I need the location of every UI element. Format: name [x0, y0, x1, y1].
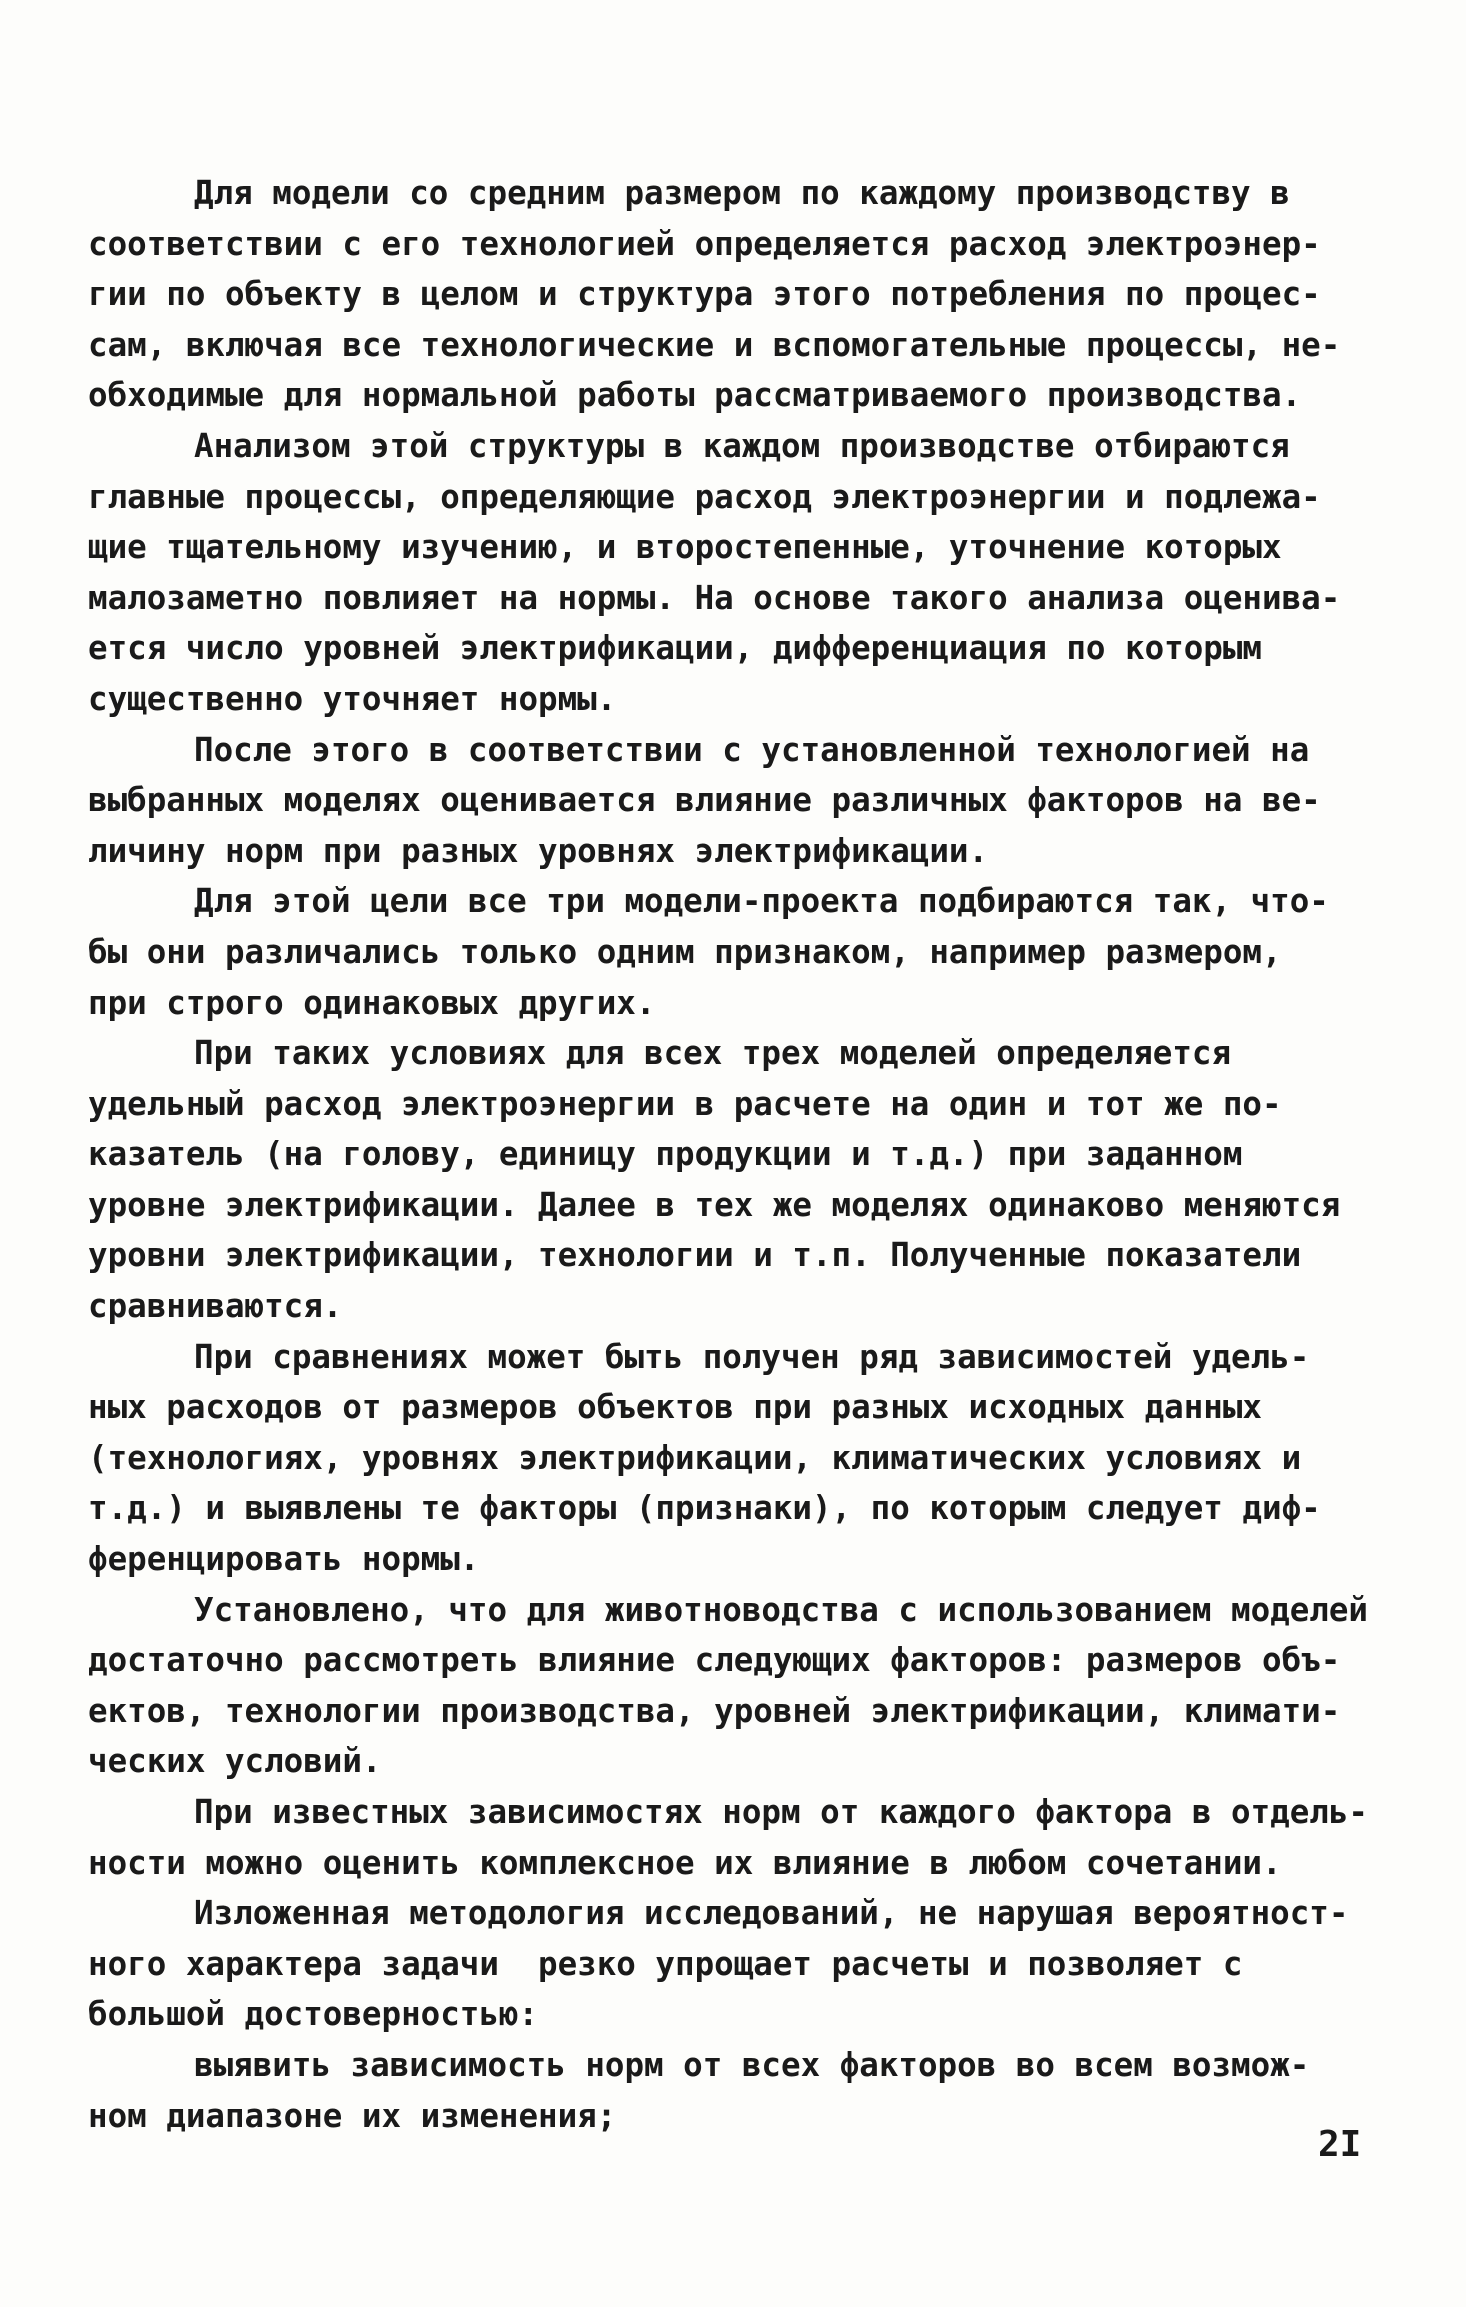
text-line: ного характера задачи резко упрощает расчеты и позволяет с: [88, 1944, 1243, 1983]
text-line: ется число уровней электрификации, дифференциация по которым: [88, 629, 1262, 668]
text-line: большой достоверностью:: [88, 1995, 539, 2034]
text-line: Анализом этой структуры в каждом производстве отбираются: [194, 426, 1290, 465]
text-line: сравниваются.: [88, 1287, 343, 1326]
text-line: При сравнениях может быть получен ряд зависимостей удель-: [194, 1337, 1310, 1376]
body-text: [88, 168, 1388, 2141]
text-line: удельный расход электроэнергии в расчете на один и тот же по-: [88, 1084, 1282, 1123]
text-line: После этого в соответствии с установленной технологией на: [194, 730, 1310, 769]
text-line: уровне электрификации. Далее в тех же моделях одинаково меняются: [88, 1185, 1341, 1224]
page-number: 2I: [1318, 2124, 1362, 2165]
text-line: ном диапазоне их изменения;: [88, 2096, 617, 2135]
text-line: бы они различались только одним признаком, например размером,: [88, 932, 1282, 971]
text-line: Изложенная методология исследований, не нарушая вероятност-: [194, 1894, 1349, 1933]
text-line: щие тщательному изучению, и второстепенные, уточнение которых: [88, 528, 1282, 567]
text-line: (технологиях, уровнях электрификации, климатических условиях и: [88, 1438, 1302, 1477]
text-line: соответствии с его технологией определяется расход электроэнер-: [88, 224, 1321, 263]
text-line: При известных зависимостях норм от каждого фактора в отдель-: [194, 1793, 1368, 1831]
text-line: при строго одинаковых других.: [88, 983, 656, 1022]
text-line: ференцировать нормы.: [88, 1540, 480, 1579]
text-line: ектов, технологии производства, уровней электрификации, климати-: [88, 1691, 1341, 1730]
text-line: ности можно оценить комплексное их влияние в любом сочетании.: [88, 1843, 1282, 1882]
text-line: существенно уточняет нормы.: [88, 679, 617, 718]
text-line: достаточно рассмотреть влияние следующих факторов: размеров объ-: [88, 1641, 1341, 1680]
text-line: личину норм при разных уровнях электрификации.: [88, 831, 989, 870]
text-line: При таких условиях для всех трех моделей определяется: [194, 1034, 1232, 1073]
text-line: малозаметно повлияет на нормы. На основе такого анализа оценива-: [88, 578, 1341, 617]
text-line: Установлено, что для животноводства с использованием моделей: [194, 1590, 1368, 1629]
text-line: ных расходов от размеров объектов при разных исходных данных: [88, 1388, 1262, 1427]
text-line: сам, включая все технологические и вспомогательные процессы, не-: [88, 325, 1341, 364]
text-line: Для модели со средним размером по каждому производству в: [194, 174, 1290, 212]
text-line: обходимые для нормальной работы рассматриваемого производства.: [88, 376, 1302, 415]
text-line: Для этой цели все три модели-проекта подбираются так, что-: [194, 882, 1329, 921]
text-line: казатель (на голову, единицу продукции и т.д.) при заданном: [88, 1135, 1243, 1174]
text-line: ческих условий.: [88, 1742, 382, 1781]
text-line: уровни электрификации, технологии и т.п. Полученные показатели: [88, 1236, 1302, 1275]
text-line: выявить зависимость норм от всех факторов во всем возмож-: [194, 2045, 1310, 2084]
text-line: выбранных моделях оценивается влияние различных факторов на ве-: [88, 781, 1321, 820]
text-line: т.д.) и выявлены те факторы (признаки), по которым следует диф-: [88, 1489, 1321, 1528]
text-line: гии по объекту в целом и структура этого потребления по процес-: [88, 275, 1321, 314]
text-line: главные процессы, определяющие расход электроэнергии и подлежа-: [88, 477, 1321, 516]
